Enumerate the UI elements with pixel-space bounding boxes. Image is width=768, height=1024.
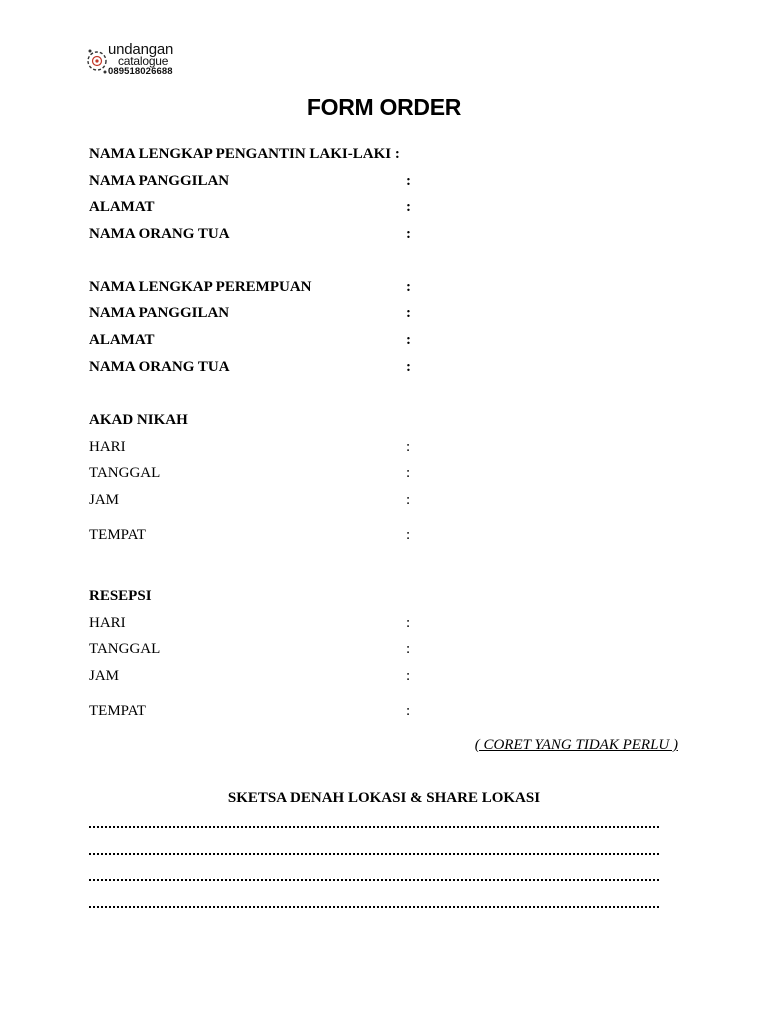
dotted-fill-line <box>89 853 659 855</box>
akad-date-colon: : <box>406 465 411 481</box>
akad-day-colon: : <box>406 439 411 455</box>
bride-address-colon: : <box>406 332 411 348</box>
bride-full-name-label: NAMA LENGKAP PEREMPUAN <box>89 279 312 295</box>
logo-emblem-icon <box>86 46 108 76</box>
resepsi-time-label: JAM <box>89 668 120 684</box>
bride-nickname-colon: : <box>406 305 411 321</box>
akad-time-label: JAM <box>89 492 120 508</box>
bride-nickname-label: NAMA PANGGILAN <box>89 305 230 321</box>
akad-heading: AKAD NIKAH <box>89 412 188 428</box>
akad-date-label: TANGGAL <box>89 465 161 481</box>
resepsi-place-colon: : <box>406 703 411 719</box>
akad-time-colon: : <box>406 492 411 508</box>
groom-nickname-label: NAMA PANGGILAN <box>89 173 230 189</box>
bride-parents-label: NAMA ORANG TUA <box>89 359 230 375</box>
akad-day-label: HARI <box>89 439 126 455</box>
dotted-fill-line <box>89 826 659 828</box>
groom-parents-label: NAMA ORANG TUA <box>89 226 230 242</box>
resepsi-date-colon: : <box>406 641 411 657</box>
bride-address-label: ALAMAT <box>89 332 155 348</box>
resepsi-day-colon: : <box>406 615 411 631</box>
logo-word-undangan: undangan <box>108 41 174 58</box>
akad-place-colon: : <box>406 527 411 543</box>
resepsi-time-colon: : <box>406 668 411 684</box>
bride-parents-colon: : <box>406 359 411 375</box>
page-title: FORM ORDER <box>306 94 462 120</box>
sketch-heading: SKETSA DENAH LOKASI & SHARE LOKASI <box>227 790 541 806</box>
logo-phone-number: 089518026688 <box>108 66 173 77</box>
groom-parents-colon: : <box>406 226 411 242</box>
brand-logo <box>86 41 190 80</box>
logo-word-catalogue: catalogue <box>118 54 169 68</box>
groom-address-colon: : <box>406 199 411 215</box>
groom-nickname-colon: : <box>406 173 411 189</box>
dotted-fill-line <box>89 879 659 881</box>
groom-full-name-label: NAMA LENGKAP PENGANTIN LAKI-LAKI : <box>89 146 400 162</box>
dotted-fill-line <box>89 906 659 908</box>
strike-unneeded-note: ( CORET YANG TIDAK PERLU ) <box>474 737 678 753</box>
akad-place-label: TEMPAT <box>89 527 146 543</box>
groom-address-label: ALAMAT <box>89 199 155 215</box>
resepsi-heading: RESEPSI <box>89 588 152 604</box>
resepsi-date-label: TANGGAL <box>89 641 161 657</box>
resepsi-day-label: HARI <box>89 615 126 631</box>
bride-full-name-colon: : <box>406 279 411 295</box>
resepsi-place-label: TEMPAT <box>89 703 146 719</box>
